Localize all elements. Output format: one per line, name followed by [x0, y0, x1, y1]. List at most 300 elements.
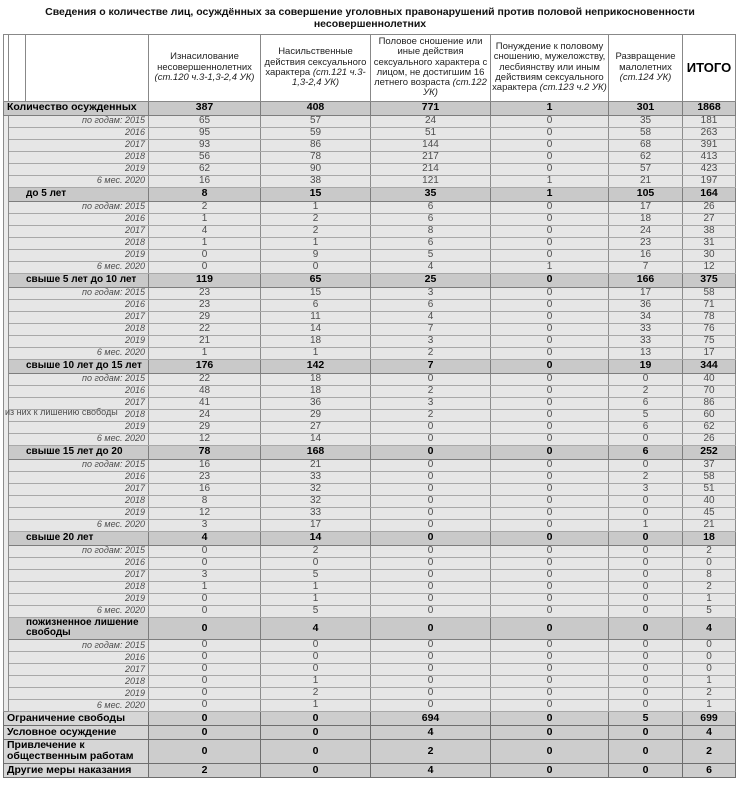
- section-total-cell: 408: [261, 101, 371, 115]
- year-value-cell: 263: [683, 127, 736, 139]
- year-value-cell: 0: [371, 545, 491, 557]
- year-value-cell: 5: [683, 605, 736, 617]
- year-value-cell: 12: [149, 433, 261, 445]
- footer-label: Другие меры наказания: [4, 763, 149, 777]
- year-label: 2018: [9, 581, 149, 593]
- section-total-cell: 0: [149, 617, 261, 640]
- year-value-cell: 26: [683, 201, 736, 213]
- year-value-cell: 3: [609, 483, 683, 495]
- section-label: пожизненное лишение свободы: [9, 617, 149, 640]
- section-total-cell: 6: [609, 445, 683, 459]
- year-value-cell: 7: [371, 323, 491, 335]
- section-total-cell: 164: [683, 187, 736, 201]
- year-row: [4, 249, 736, 261]
- year-label: 2019: [9, 507, 149, 519]
- year-label: 2018: [9, 323, 149, 335]
- year-value-cell: 0: [609, 581, 683, 593]
- year-value-cell: 1: [491, 261, 609, 273]
- year-label: 2017: [9, 225, 149, 237]
- year-value-cell: 0: [491, 409, 609, 421]
- footer-row: [4, 740, 736, 764]
- section-label: свыше 20 лет: [9, 531, 149, 545]
- year-value-cell: 0: [149, 688, 261, 700]
- year-value-cell: 0: [371, 664, 491, 676]
- year-value-cell: 78: [261, 151, 371, 163]
- year-row: [4, 652, 736, 664]
- year-value-cell: 1: [149, 347, 261, 359]
- year-value-cell: 0: [491, 471, 609, 483]
- year-value-cell: 6: [371, 299, 491, 311]
- year-value-cell: 0: [149, 545, 261, 557]
- year-value-cell: 59: [261, 127, 371, 139]
- year-value-cell: 1: [261, 201, 371, 213]
- year-value-cell: 0: [149, 605, 261, 617]
- year-value-cell: 27: [683, 213, 736, 225]
- year-row: [4, 605, 736, 617]
- year-value-cell: 0: [261, 640, 371, 652]
- year-value-cell: 24: [609, 225, 683, 237]
- year-label: 2016: [9, 652, 149, 664]
- footer-value-cell: 0: [261, 726, 371, 740]
- section-total-cell: 15: [261, 187, 371, 201]
- year-row: [4, 237, 736, 249]
- year-value-cell: 0: [491, 373, 609, 385]
- footer-value-cell: 0: [261, 763, 371, 777]
- year-label: 2018: [9, 495, 149, 507]
- year-label: 2018: [9, 237, 149, 249]
- year-value-cell: 0: [491, 483, 609, 495]
- year-value-cell: 62: [609, 151, 683, 163]
- section-total-cell: 0: [491, 617, 609, 640]
- year-value-cell: 38: [261, 175, 371, 187]
- footer-value-cell: 2: [371, 740, 491, 764]
- section-total-cell: 1868: [683, 101, 736, 115]
- year-value-cell: 90: [261, 163, 371, 175]
- year-label: 2019: [9, 421, 149, 433]
- year-row: [4, 569, 736, 581]
- year-value-cell: 75: [683, 335, 736, 347]
- year-value-cell: 0: [609, 593, 683, 605]
- year-value-cell: 0: [371, 569, 491, 581]
- year-label: 6 мес. 2020: [9, 261, 149, 273]
- footer-value-cell: 0: [149, 726, 261, 740]
- year-value-cell: 0: [491, 127, 609, 139]
- year-value-cell: 0: [491, 557, 609, 569]
- year-value-cell: 0: [149, 700, 261, 712]
- year-value-cell: 36: [609, 299, 683, 311]
- year-value-cell: 5: [609, 409, 683, 421]
- year-row: [4, 495, 736, 507]
- year-value-cell: 51: [683, 483, 736, 495]
- year-row: [4, 225, 736, 237]
- section-total-cell: 1: [491, 101, 609, 115]
- year-value-cell: 0: [371, 471, 491, 483]
- year-row: [4, 373, 736, 385]
- year-label: 2016: [9, 213, 149, 225]
- year-value-cell: 95: [149, 127, 261, 139]
- year-value-cell: 58: [609, 127, 683, 139]
- year-row: [4, 593, 736, 605]
- section-total-cell: 78: [149, 445, 261, 459]
- column-header-4: [609, 35, 683, 102]
- year-value-cell: 0: [371, 557, 491, 569]
- year-value-cell: 0: [491, 151, 609, 163]
- year-value-cell: 0: [491, 201, 609, 213]
- year-value-cell: 33: [609, 323, 683, 335]
- footer-value-cell: 5: [609, 712, 683, 726]
- year-label: 6 мес. 2020: [9, 605, 149, 617]
- year-value-cell: 0: [491, 237, 609, 249]
- section-total-cell: 7: [371, 359, 491, 373]
- year-value-cell: 0: [609, 640, 683, 652]
- year-value-cell: 1: [149, 581, 261, 593]
- section-total-cell: 176: [149, 359, 261, 373]
- year-label: по годам: 2015: [9, 115, 149, 127]
- year-row: [4, 433, 736, 445]
- year-value-cell: 0: [491, 652, 609, 664]
- year-label: 6 мес. 2020: [9, 175, 149, 187]
- section-total-cell: 14: [261, 531, 371, 545]
- year-value-cell: 0: [609, 507, 683, 519]
- year-label: по годам: 2015: [9, 287, 149, 299]
- column-title: Насильственные действия сексуального характера: [264, 46, 367, 78]
- year-value-cell: 65: [149, 115, 261, 127]
- year-row: [4, 421, 736, 433]
- year-label: 6 мес. 2020: [9, 700, 149, 712]
- footer-row: [4, 763, 736, 777]
- year-label: 2016: [9, 385, 149, 397]
- year-value-cell: 0: [149, 593, 261, 605]
- year-row: [4, 640, 736, 652]
- year-value-cell: 5: [261, 605, 371, 617]
- section-total-cell: 0: [371, 531, 491, 545]
- corner-middle-cell: [9, 35, 26, 102]
- year-value-cell: 2: [609, 471, 683, 483]
- year-value-cell: 0: [491, 311, 609, 323]
- year-row: [4, 299, 736, 311]
- year-value-cell: 58: [683, 287, 736, 299]
- year-value-cell: 0: [609, 569, 683, 581]
- year-value-cell: 0: [371, 652, 491, 664]
- year-value-cell: 0: [371, 433, 491, 445]
- year-label: 2018: [9, 409, 149, 421]
- column-law-reference: (ст.123 ч.2 УК): [539, 82, 607, 94]
- year-value-cell: 0: [491, 335, 609, 347]
- year-row: [4, 664, 736, 676]
- column-title: ИТОГО: [686, 59, 732, 75]
- year-row: [4, 347, 736, 359]
- year-value-cell: 33: [609, 335, 683, 347]
- year-value-cell: 29: [149, 421, 261, 433]
- column-law-reference: (ст.120 ч.3-1,3-2,4 УК): [154, 71, 255, 83]
- year-row: [4, 151, 736, 163]
- year-value-cell: 14: [261, 433, 371, 445]
- section-total-cell: 1: [491, 187, 609, 201]
- section-label: свыше 5 лет до 10 лет: [9, 273, 149, 287]
- section-row: [4, 187, 736, 201]
- year-value-cell: 121: [371, 175, 491, 187]
- column-header-3: [491, 35, 609, 102]
- year-value-cell: 0: [609, 545, 683, 557]
- year-value-cell: 23: [609, 237, 683, 249]
- year-row: [4, 507, 736, 519]
- year-value-cell: 0: [149, 261, 261, 273]
- year-value-cell: 35: [609, 115, 683, 127]
- year-value-cell: 0: [609, 459, 683, 471]
- year-label: 2016: [9, 127, 149, 139]
- footer-row: [4, 712, 736, 726]
- year-value-cell: 217: [371, 151, 491, 163]
- year-value-cell: 1: [609, 519, 683, 531]
- year-value-cell: 0: [491, 593, 609, 605]
- year-value-cell: 32: [261, 495, 371, 507]
- year-value-cell: 0: [371, 495, 491, 507]
- year-value-cell: 413: [683, 151, 736, 163]
- column-law-reference: (ст.122 УК): [423, 77, 487, 99]
- footer-value-cell: 6: [683, 763, 736, 777]
- year-value-cell: 0: [371, 373, 491, 385]
- year-value-cell: 0: [371, 459, 491, 471]
- footer-value-cell: 0: [491, 712, 609, 726]
- year-value-cell: 16: [149, 483, 261, 495]
- year-value-cell: 2: [371, 347, 491, 359]
- footer-row: [4, 726, 736, 740]
- section-total-cell: 65: [261, 273, 371, 287]
- header-row: [4, 35, 736, 102]
- year-value-cell: 0: [609, 688, 683, 700]
- year-value-cell: 16: [149, 459, 261, 471]
- year-label: 2019: [9, 688, 149, 700]
- year-value-cell: 0: [609, 557, 683, 569]
- year-value-cell: 38: [683, 225, 736, 237]
- year-value-cell: 0: [491, 347, 609, 359]
- year-value-cell: 0: [491, 700, 609, 712]
- year-row: [4, 127, 736, 139]
- year-value-cell: 197: [683, 175, 736, 187]
- year-value-cell: 0: [609, 495, 683, 507]
- year-value-cell: 22: [149, 323, 261, 335]
- year-value-cell: 0: [609, 433, 683, 445]
- year-value-cell: 26: [683, 433, 736, 445]
- year-value-cell: 2: [261, 213, 371, 225]
- year-label: по годам: 2015: [9, 459, 149, 471]
- year-value-cell: 18: [261, 373, 371, 385]
- year-value-cell: 3: [371, 287, 491, 299]
- year-value-cell: 3: [149, 519, 261, 531]
- year-value-cell: 0: [491, 299, 609, 311]
- year-value-cell: 21: [149, 335, 261, 347]
- section-row: [4, 273, 736, 287]
- year-row: [4, 483, 736, 495]
- year-value-cell: 86: [261, 139, 371, 151]
- footer-value-cell: 0: [609, 740, 683, 764]
- year-value-cell: 0: [149, 676, 261, 688]
- year-value-cell: 2: [683, 545, 736, 557]
- year-value-cell: 2: [261, 545, 371, 557]
- year-value-cell: 3: [149, 569, 261, 581]
- year-value-cell: 391: [683, 139, 736, 151]
- footer-value-cell: 4: [371, 726, 491, 740]
- year-value-cell: 0: [491, 640, 609, 652]
- section-row: [4, 531, 736, 545]
- year-value-cell: 2: [371, 385, 491, 397]
- section-label: Количество осужденных: [4, 101, 149, 115]
- section-label: свыше 10 лет до 15 лет: [9, 359, 149, 373]
- year-value-cell: 0: [491, 581, 609, 593]
- year-value-cell: 0: [371, 688, 491, 700]
- year-value-cell: 0: [491, 323, 609, 335]
- footer-value-cell: 0: [149, 712, 261, 726]
- year-row: [4, 201, 736, 213]
- section-total-cell: 0: [491, 531, 609, 545]
- section-total-cell: 344: [683, 359, 736, 373]
- year-value-cell: 0: [491, 249, 609, 261]
- year-value-cell: 86: [683, 397, 736, 409]
- year-value-cell: 0: [491, 676, 609, 688]
- year-value-cell: 41: [149, 397, 261, 409]
- year-value-cell: 12: [149, 507, 261, 519]
- year-value-cell: 23: [149, 471, 261, 483]
- section-total-cell: 18: [683, 531, 736, 545]
- year-value-cell: 0: [371, 605, 491, 617]
- year-value-cell: 56: [149, 151, 261, 163]
- year-value-cell: 8: [683, 569, 736, 581]
- year-value-cell: 8: [149, 495, 261, 507]
- footer-value-cell: 0: [609, 763, 683, 777]
- year-value-cell: 21: [261, 459, 371, 471]
- year-value-cell: 2: [371, 409, 491, 421]
- year-label: 2017: [9, 483, 149, 495]
- year-value-cell: 70: [683, 385, 736, 397]
- year-value-cell: 0: [261, 557, 371, 569]
- section-total-cell: 142: [261, 359, 371, 373]
- column-law-reference: (ст.124 УК): [619, 71, 672, 83]
- year-value-cell: 78: [683, 311, 736, 323]
- year-value-cell: 0: [491, 495, 609, 507]
- year-value-cell: 18: [261, 385, 371, 397]
- year-value-cell: 6: [609, 421, 683, 433]
- year-value-cell: 0: [683, 652, 736, 664]
- year-value-cell: 34: [609, 311, 683, 323]
- section-total-cell: 771: [371, 101, 491, 115]
- year-row: [4, 385, 736, 397]
- year-value-cell: 0: [491, 433, 609, 445]
- section-total-cell: 35: [371, 187, 491, 201]
- year-value-cell: 0: [491, 569, 609, 581]
- section-total-cell: 0: [371, 445, 491, 459]
- year-value-cell: 0: [609, 605, 683, 617]
- footer-value-cell: 0: [491, 726, 609, 740]
- year-value-cell: 0: [371, 507, 491, 519]
- year-value-cell: 0: [491, 397, 609, 409]
- year-label: по годам: 2015: [9, 201, 149, 213]
- year-value-cell: 0: [491, 688, 609, 700]
- year-row: [4, 213, 736, 225]
- section-total-cell: 0: [609, 531, 683, 545]
- footer-value-cell: 4: [683, 726, 736, 740]
- year-value-cell: 0: [491, 605, 609, 617]
- year-value-cell: 2: [609, 385, 683, 397]
- year-value-cell: 17: [261, 519, 371, 531]
- year-value-cell: 181: [683, 115, 736, 127]
- column-title: Изнасилование несовершеннолетних: [157, 51, 252, 73]
- column-header-2: [371, 35, 491, 102]
- year-value-cell: 1: [491, 175, 609, 187]
- column-header-0: [149, 35, 261, 102]
- year-value-cell: 0: [609, 700, 683, 712]
- year-value-cell: 76: [683, 323, 736, 335]
- column-title: Развращение малолетних: [615, 51, 676, 73]
- footer-value-cell: 694: [371, 712, 491, 726]
- year-value-cell: 17: [683, 347, 736, 359]
- year-label: 2019: [9, 249, 149, 261]
- year-value-cell: 37: [683, 459, 736, 471]
- year-value-cell: 0: [491, 459, 609, 471]
- year-value-cell: 0: [371, 483, 491, 495]
- year-value-cell: 1: [261, 347, 371, 359]
- section-row: [4, 359, 736, 373]
- year-value-cell: 0: [261, 664, 371, 676]
- year-value-cell: 0: [261, 261, 371, 273]
- year-value-cell: 32: [261, 483, 371, 495]
- year-value-cell: 21: [609, 175, 683, 187]
- year-row: [4, 287, 736, 299]
- section-total-cell: 252: [683, 445, 736, 459]
- year-value-cell: 0: [371, 581, 491, 593]
- year-row: [4, 261, 736, 273]
- year-label: 2016: [9, 471, 149, 483]
- year-label: 2019: [9, 335, 149, 347]
- year-value-cell: 0: [683, 557, 736, 569]
- year-value-cell: 16: [149, 175, 261, 187]
- year-value-cell: 0: [149, 640, 261, 652]
- year-value-cell: 0: [609, 664, 683, 676]
- year-label: 6 мес. 2020: [9, 347, 149, 359]
- year-value-cell: 4: [371, 311, 491, 323]
- year-row: [4, 409, 736, 421]
- year-value-cell: 0: [491, 163, 609, 175]
- year-value-cell: 68: [609, 139, 683, 151]
- year-label: 2017: [9, 664, 149, 676]
- year-value-cell: 33: [261, 507, 371, 519]
- year-value-cell: 0: [491, 664, 609, 676]
- year-value-cell: 27: [261, 421, 371, 433]
- section-total-cell: 0: [491, 273, 609, 287]
- section-row: [4, 101, 736, 115]
- statistics-table: [3, 34, 736, 778]
- year-value-cell: 23: [149, 299, 261, 311]
- year-value-cell: 0: [261, 652, 371, 664]
- year-value-cell: 58: [683, 471, 736, 483]
- year-label: 2017: [9, 139, 149, 151]
- section-total-cell: 0: [371, 617, 491, 640]
- year-label: 6 мес. 2020: [9, 433, 149, 445]
- footer-label: Ограничение свободы: [4, 712, 149, 726]
- year-value-cell: 0: [491, 519, 609, 531]
- year-value-cell: 4: [149, 225, 261, 237]
- year-label: 2016: [9, 557, 149, 569]
- year-label: 2019: [9, 593, 149, 605]
- year-label: 2019: [9, 163, 149, 175]
- year-label: по годам: 2015: [9, 545, 149, 557]
- year-value-cell: 57: [261, 115, 371, 127]
- year-value-cell: 1: [261, 237, 371, 249]
- column-header-1: [261, 35, 371, 102]
- year-value-cell: 14: [261, 323, 371, 335]
- year-value-cell: 3: [371, 335, 491, 347]
- column-header-5: [683, 35, 736, 102]
- section-total-cell: 4: [149, 531, 261, 545]
